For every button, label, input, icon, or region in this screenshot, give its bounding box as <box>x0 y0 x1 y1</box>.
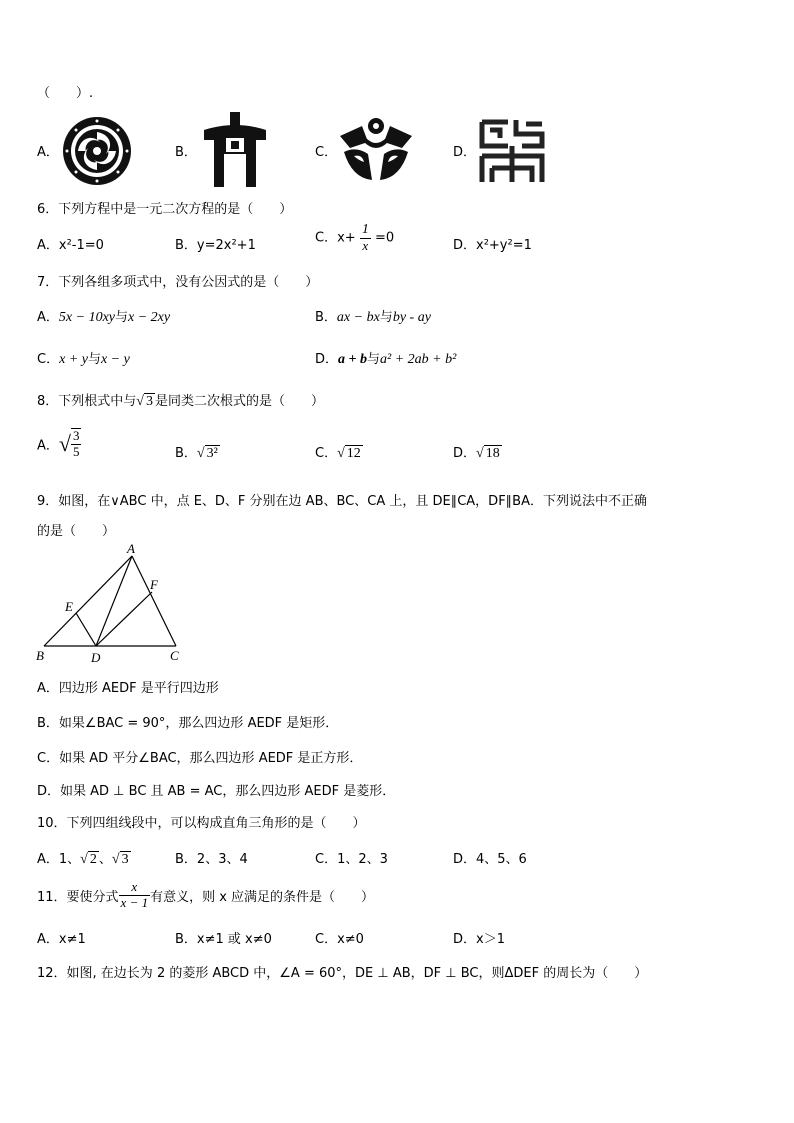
sqrt-expression: √ 18 <box>476 446 500 461</box>
q10-stem: 10．下列四组线段中，可以构成直角三角形的是（ ） <box>37 816 366 831</box>
fraction-numerator: 3 <box>72 428 80 443</box>
conjunction: 与 <box>115 310 129 325</box>
label-c: C <box>170 648 179 663</box>
q6-option-c-prefix: C．x+ <box>315 230 356 246</box>
option-label: A． <box>37 438 59 454</box>
shield-face-logo <box>338 116 414 188</box>
expression: a² + 2ab + b² <box>380 352 457 367</box>
option-label: B． <box>175 446 197 461</box>
option-label: A． <box>37 310 59 325</box>
sqrt-expression: √ 3² <box>196 446 218 461</box>
conjunction: 与 <box>367 352 381 367</box>
fraction-numerator: 1 <box>360 222 371 239</box>
label-b: B <box>36 648 44 663</box>
q11-option-c: C．x≠0 <box>315 932 364 947</box>
chinese-character-logo <box>478 116 546 190</box>
q6-option-c <box>315 222 394 254</box>
fraction-denominator: 5 <box>72 443 80 459</box>
q7-option-c <box>37 348 130 368</box>
option-label: B． <box>315 310 337 325</box>
q5-option-a-label: A． <box>37 145 59 160</box>
q8-option-a <box>37 428 81 460</box>
option-label: D． <box>453 446 477 461</box>
q10-option-d: D．4、5、6 <box>453 852 527 867</box>
q7-stem: 7．下列各组多项式中，没有公因式的是（ ） <box>37 275 319 290</box>
option-label: D． <box>315 352 339 367</box>
expression: x − 2xy <box>128 310 171 325</box>
q11-fraction <box>119 880 151 911</box>
q6-option-c-suffix: =0 <box>374 230 395 246</box>
q10-option-a <box>37 848 131 868</box>
q9-option-c: C．如果 AD 平分∠BAC，那么四边形 AEDF 是正方形． <box>37 751 363 766</box>
q12-stem: 12．如图, 在边长为 2 的菱形 ABCD 中，∠A = 60°，DE ⊥ AB，DF ⊥ BC，则ΔDEF 的周长为（ ） <box>37 966 648 981</box>
label-a: A <box>127 542 135 556</box>
q11-option-a: A．x≠1 <box>37 932 86 947</box>
label-f: F <box>150 577 158 592</box>
q5-option-c-label: C． <box>315 145 338 160</box>
option-label: A．1、 <box>37 852 81 867</box>
sqrt-expression: √ 12 <box>337 446 361 461</box>
q7-option-b <box>315 306 431 326</box>
expression: x − y <box>100 352 130 367</box>
conjunction: 与 <box>87 352 101 367</box>
label-d: D <box>91 650 101 665</box>
q9-option-d: D．如果 AD ⊥ BC 且 AB = AC，那么四边形 AEDF 是菱形． <box>37 784 396 799</box>
radicand: 12 <box>346 446 361 461</box>
ancient-coin-gate-logo <box>200 112 270 191</box>
expression: x + y <box>59 352 88 367</box>
segment-ad <box>96 556 132 646</box>
q9-stem-line2: 的是（ ） <box>37 524 116 539</box>
q6-stem: 6．下列方程中是一元二次方程的是（ ） <box>37 202 293 217</box>
q6-option-d: D．x²+y²=1 <box>453 238 532 253</box>
radicand: 2 <box>89 852 97 867</box>
option-label: C． <box>37 352 60 367</box>
q5-option-b-label: B． <box>175 145 197 160</box>
q11-stem <box>37 880 374 911</box>
q8-option-c <box>315 442 363 462</box>
side-ac <box>132 556 176 646</box>
sqrt-expression: √ 3 <box>136 394 153 409</box>
label-e: E <box>65 599 73 614</box>
separator: 、 <box>98 852 112 867</box>
q10-option-c: C．1、2、3 <box>315 852 388 867</box>
triangle-figure <box>34 542 194 671</box>
q9-option-b: B．如果∠BAC = 90°，那么四边形 AEDF 是矩形． <box>37 716 339 731</box>
sqrt-expression: √ 2 <box>80 852 97 867</box>
q11-option-d: D．x＞1 <box>453 932 505 947</box>
fraction-denominator: x <box>362 238 369 254</box>
stem-prefix: 8．下列根式中与 <box>37 394 137 409</box>
stem-suffix: 是同类二次根式的是（ ） <box>154 394 324 409</box>
q6-option-c-fraction <box>360 222 371 254</box>
fraction-numerator: x <box>119 880 151 896</box>
q8-stem <box>37 390 324 410</box>
q7-option-d <box>315 348 456 368</box>
fraction-denominator: x − 1 <box>120 894 149 910</box>
expression: by - ay <box>392 310 431 325</box>
q6-option-b: B．y=2x²+1 <box>175 238 256 253</box>
stem-suffix: 有意义，则 x 应满足的条件是（ ） <box>150 889 375 905</box>
q9-option-a: A．四边形 AEDF 是平行四边形 <box>37 681 219 696</box>
segment-de <box>76 613 96 646</box>
sqrt-fraction <box>71 428 82 460</box>
q8-option-b <box>175 442 220 462</box>
q8-option-d <box>453 442 502 462</box>
expression: ax − bx <box>336 310 380 325</box>
q9-stem-line1: 9．如图，在∨ABC 中，点 E、D、F 分别在边 AB、BC、CA 上，且 DE∥CA，DF∥BA．下列说法中不正确 <box>37 494 647 509</box>
option-label: C． <box>315 446 338 461</box>
conjunction: 与 <box>379 310 393 325</box>
segment-df <box>96 592 152 646</box>
radicand: 3² <box>206 446 218 461</box>
radicand: 3 <box>145 394 153 409</box>
q10-option-b: B．2、3、4 <box>175 852 248 867</box>
circular-swirl-logo <box>62 116 132 190</box>
radicand: 3 <box>121 852 129 867</box>
expression: 5x − 10xy <box>58 310 115 325</box>
sqrt-symbol: √ <box>58 430 71 456</box>
q5-stem-tail: （ ）. <box>37 86 94 101</box>
q6-option-a: A．x²-1=0 <box>37 238 104 253</box>
expression: a + b <box>338 352 367 367</box>
radicand: 18 <box>485 446 500 461</box>
q7-option-a <box>37 306 170 326</box>
stem-prefix: 11．要使分式 <box>37 889 119 905</box>
q11-option-b: B．x≠1 或 x≠0 <box>175 932 272 947</box>
q5-option-d-label: D． <box>453 145 477 160</box>
sqrt-expression: √ 3 <box>111 852 129 867</box>
